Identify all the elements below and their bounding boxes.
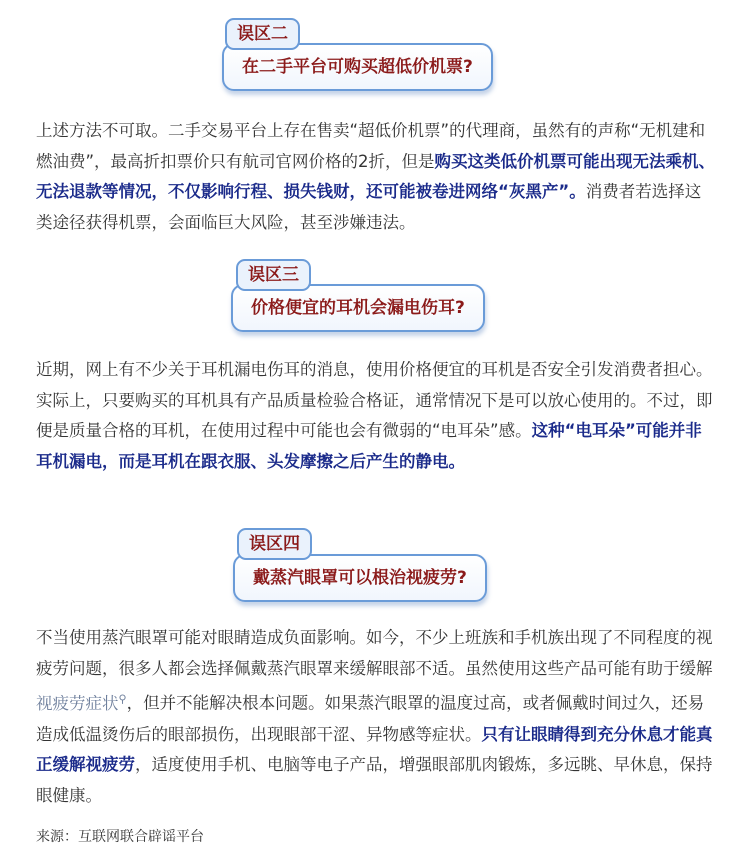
paragraph-emphasis: 只有让眼睛得到充分休息才能真正缓解视疲劳 — [36, 724, 713, 775]
misconception-question: 价格便宜的耳机会漏电伤耳? — [231, 284, 485, 332]
paragraph-text: 近期，网上有不少关于耳机漏电伤耳的消息，使用价格便宜的耳机是否安全引发消费者担心。实际上，只要购买的耳机具有产品质量检验合格证，通常情况下是可以放心使用的。不过，即便是质量合格的耳机，在使用过程中可能也会有微弱的“电耳朵”感。 — [36, 360, 713, 441]
search-link-label[interactable]: 视疲劳症状 — [36, 693, 119, 713]
paragraph-text: ，但并不能解决根本问题。如果蒸汽眼罩的温度过高，或者佩戴时间过久，还易造成低温烫伤后的眼部损伤，出现眼部干涩、异物感等症状。 — [36, 693, 705, 744]
search-icon[interactable]: ⚲ — [118, 692, 127, 706]
misconception-question: 戴蒸汽眼罩可以根治视疲劳? — [233, 554, 487, 602]
source-credit: 来源：互联网联合辟谣平台 — [36, 829, 204, 845]
misconception-tag: 误区四 — [237, 528, 312, 560]
paragraph-text: 消费者若选择这类途径获得机票，会面临巨大风险，甚至涉嫌违法。 — [36, 182, 702, 233]
section-3-paragraph — [36, 355, 716, 478]
section-4-paragraph — [36, 623, 716, 812]
search-link[interactable] — [36, 694, 127, 713]
misconception-tag: 误区三 — [236, 259, 311, 291]
paragraph-text: 不当使用蒸汽眼罩可能对眼睛造成负面影响。如今，不少上班族和手机族出现了不同程度的视疲劳问题，很多人都会选择佩戴蒸汽眼罩来缓解眼部不适。虽然使用这些产品可能有助于缓解 — [36, 628, 713, 678]
section-2-paragraph — [36, 116, 716, 239]
paragraph-text: 上述方法不可取。二手交易平台上存在售卖“超低价机票”的代理商，虽然有的声称“无机建和燃油费”，最高折扣票价只有航司官网价格的2折，但是 — [36, 121, 706, 171]
paragraph-text: ，适度使用手机、电脑等电子产品，增强眼部肌肉锻炼，多远眺、早休息，保持眼健康。 — [36, 755, 713, 806]
paragraph-emphasis: 这种“电耳朵”可能并非耳机漏电，而是耳机在跟衣服、头发摩擦之后产生的静电。 — [36, 421, 702, 472]
misconception-question: 在二手平台可购买超低价机票? — [222, 43, 493, 91]
paragraph-emphasis: 购买这类低价机票可能出现无法乘机、无法退款等情况，不仅影响行程、损失钱财，还可能被卷进网络“灰黑产”。 — [36, 151, 716, 202]
misconception-tag: 误区二 — [225, 18, 300, 50]
